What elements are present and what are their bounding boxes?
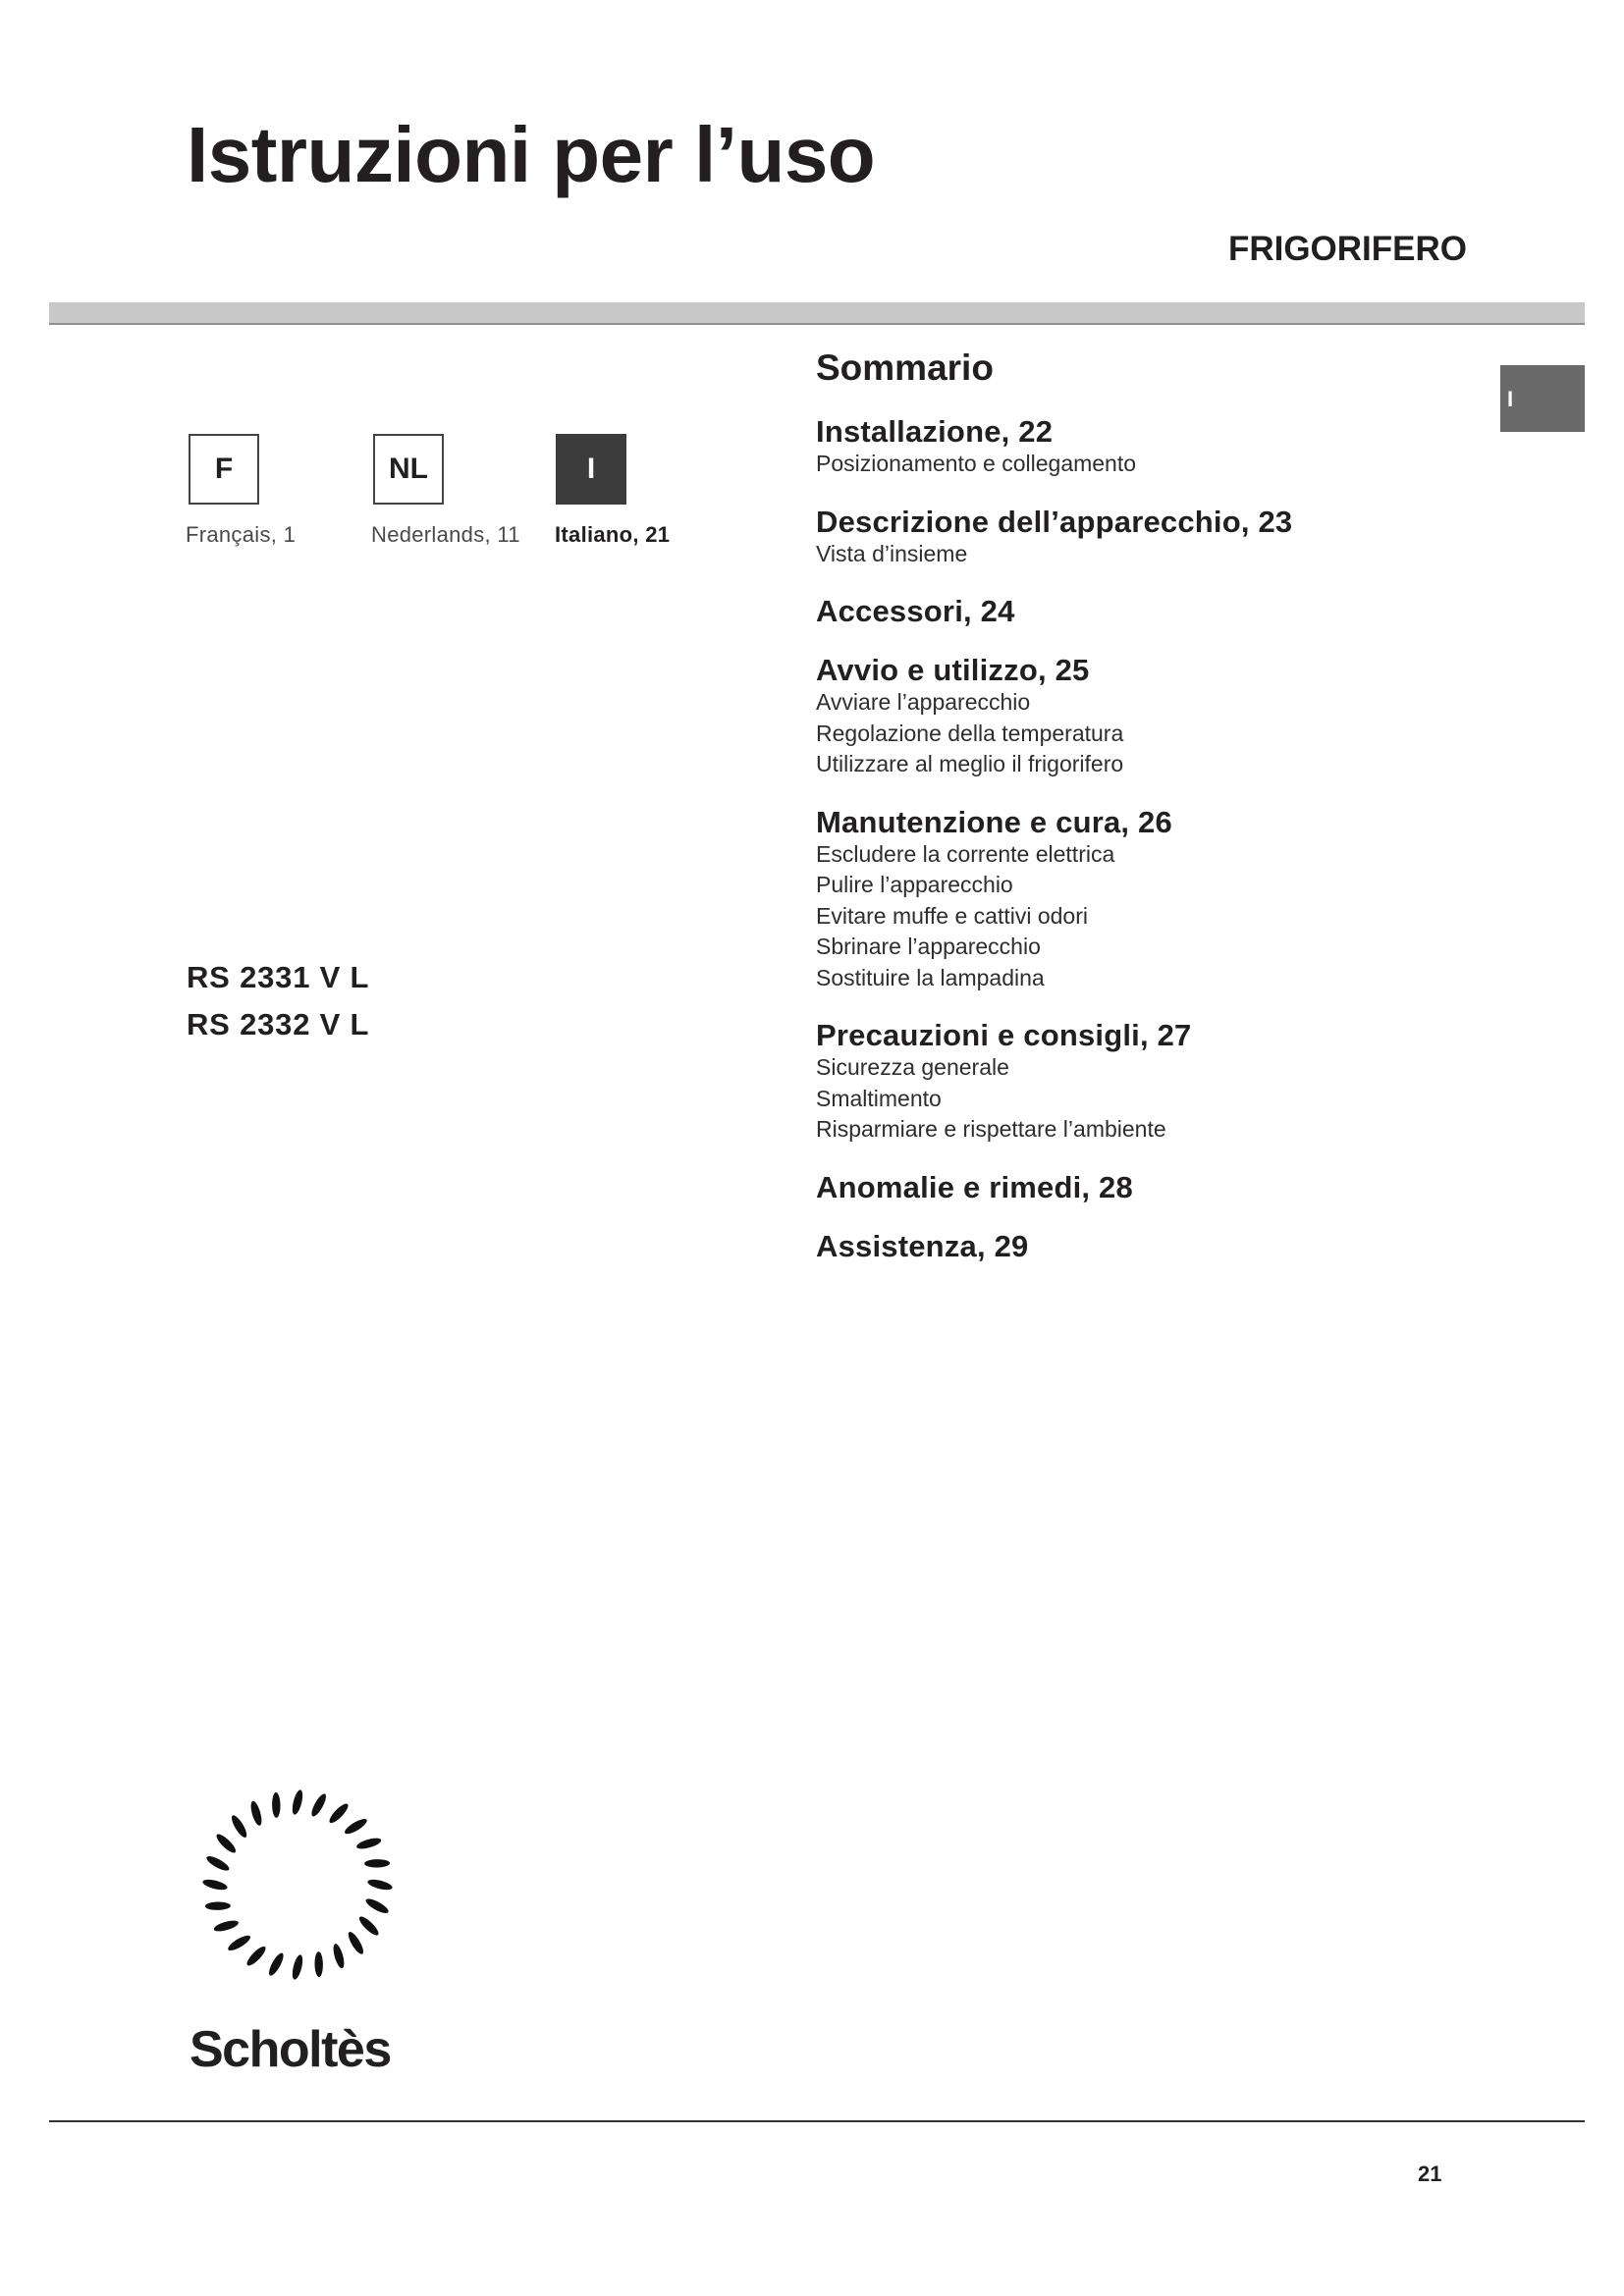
toc-section-title: Manutenzione e cura, 26: [816, 804, 1172, 839]
sun-ray: [291, 1789, 304, 1815]
toc-subitem: Sicurezza generale: [816, 1054, 1009, 1080]
sun-ray: [355, 1836, 382, 1850]
toc-section-title: Assistenza, 29: [816, 1228, 1029, 1263]
sun-ray: [272, 1792, 281, 1818]
page-number: 21: [1418, 2162, 1442, 2186]
sun-ray: [364, 1896, 391, 1916]
sun-ray: [366, 1878, 393, 1892]
toc-section-title: Installazione, 22: [816, 414, 1054, 449]
toc-subitem: Vista d’insieme: [816, 540, 968, 566]
sun-logo-icon: [187, 1787, 408, 1983]
sun-ray: [266, 1951, 286, 1978]
sun-ray: [204, 1853, 231, 1873]
sun-ray: [309, 1791, 329, 1818]
toc-subitem: Risparmiare e rispettare l’ambiente: [816, 1116, 1166, 1142]
toc-subitem: Posizionamento e collegamento: [816, 451, 1137, 476]
product-type: FRIGORIFERO: [1227, 230, 1467, 268]
sun-ray: [291, 1953, 304, 1980]
footer-rule: [49, 2120, 1585, 2122]
toc-section: [816, 654, 1523, 780]
sun-ray: [356, 1914, 381, 1938]
toc-section-title: Avvio e utilizzo, 25: [816, 653, 1090, 687]
toc-subitem: Smaltimento: [816, 1085, 942, 1111]
lang-box-italian: I: [556, 434, 626, 505]
toc-section-title: Descrizione dell’apparecchio, 23: [816, 504, 1293, 539]
sun-ray: [346, 1930, 366, 1956]
sun-ray: [343, 1816, 369, 1837]
sun-ray: [327, 1801, 351, 1826]
toc-subitem: Evitare muffe e cattivi odori: [816, 902, 1088, 929]
sun-ray: [201, 1878, 228, 1892]
sun-ray: [205, 1901, 231, 1910]
toc-section-title: Anomalie e rimedi, 28: [816, 1169, 1133, 1204]
table-of-contents: [816, 349, 1523, 1289]
language-tab-label: I: [1507, 387, 1514, 411]
sun-ray: [244, 1944, 268, 1968]
header-rule: [49, 302, 1585, 325]
sun-ray: [214, 1832, 239, 1855]
model-number: RS 2331 V L: [187, 960, 370, 994]
toc-section: [816, 806, 1523, 994]
lang-label-italian: Italiano, 21: [555, 522, 671, 547]
toc-section: [816, 506, 1523, 570]
toc-section: [816, 415, 1523, 480]
model-number: RS 2332 V L: [187, 1007, 370, 1041]
sun-ray: [314, 1951, 323, 1977]
toc-subitem: Sostituire la lampadina: [816, 964, 1045, 990]
toc-section-title: Accessori, 24: [816, 594, 1015, 628]
sun-ray: [226, 1933, 252, 1953]
sun-ray: [248, 1800, 263, 1827]
toc-subitem: Regolazione della temperatura: [816, 720, 1124, 746]
toc-subitem: Utilizzare al meglio il frigorifero: [816, 751, 1124, 776]
toc-subitem: Pulire l’apparecchio: [816, 872, 1013, 897]
brand-name: Scholtès: [189, 2021, 391, 2078]
sun-ray: [213, 1918, 240, 1933]
page-title: Istruzioni per l’uso: [187, 111, 876, 198]
toc-section: [816, 1171, 1523, 1204]
sun-ray: [229, 1813, 249, 1840]
toc-section: [816, 1019, 1523, 1146]
toc-subitem: Sbrinare l’apparecchio: [816, 934, 1041, 959]
toc-section-title: Precauzioni e consigli, 27: [816, 1018, 1192, 1052]
lang-box-dutch: NL: [373, 434, 444, 505]
lang-label-dutch: Nederlands, 11: [371, 522, 520, 547]
lang-label-french: Français, 1: [186, 522, 297, 547]
toc-subitem: Escludere la corrente elettrica: [816, 840, 1115, 867]
sun-ray: [364, 1859, 390, 1868]
toc-section: [816, 595, 1523, 628]
toc-heading: Sommario: [816, 347, 994, 388]
sun-ray: [331, 1943, 346, 1969]
toc-subitem: Avviare l’apparecchio: [816, 689, 1031, 715]
lang-box-french: F: [189, 434, 259, 505]
toc-section: [816, 1230, 1523, 1263]
